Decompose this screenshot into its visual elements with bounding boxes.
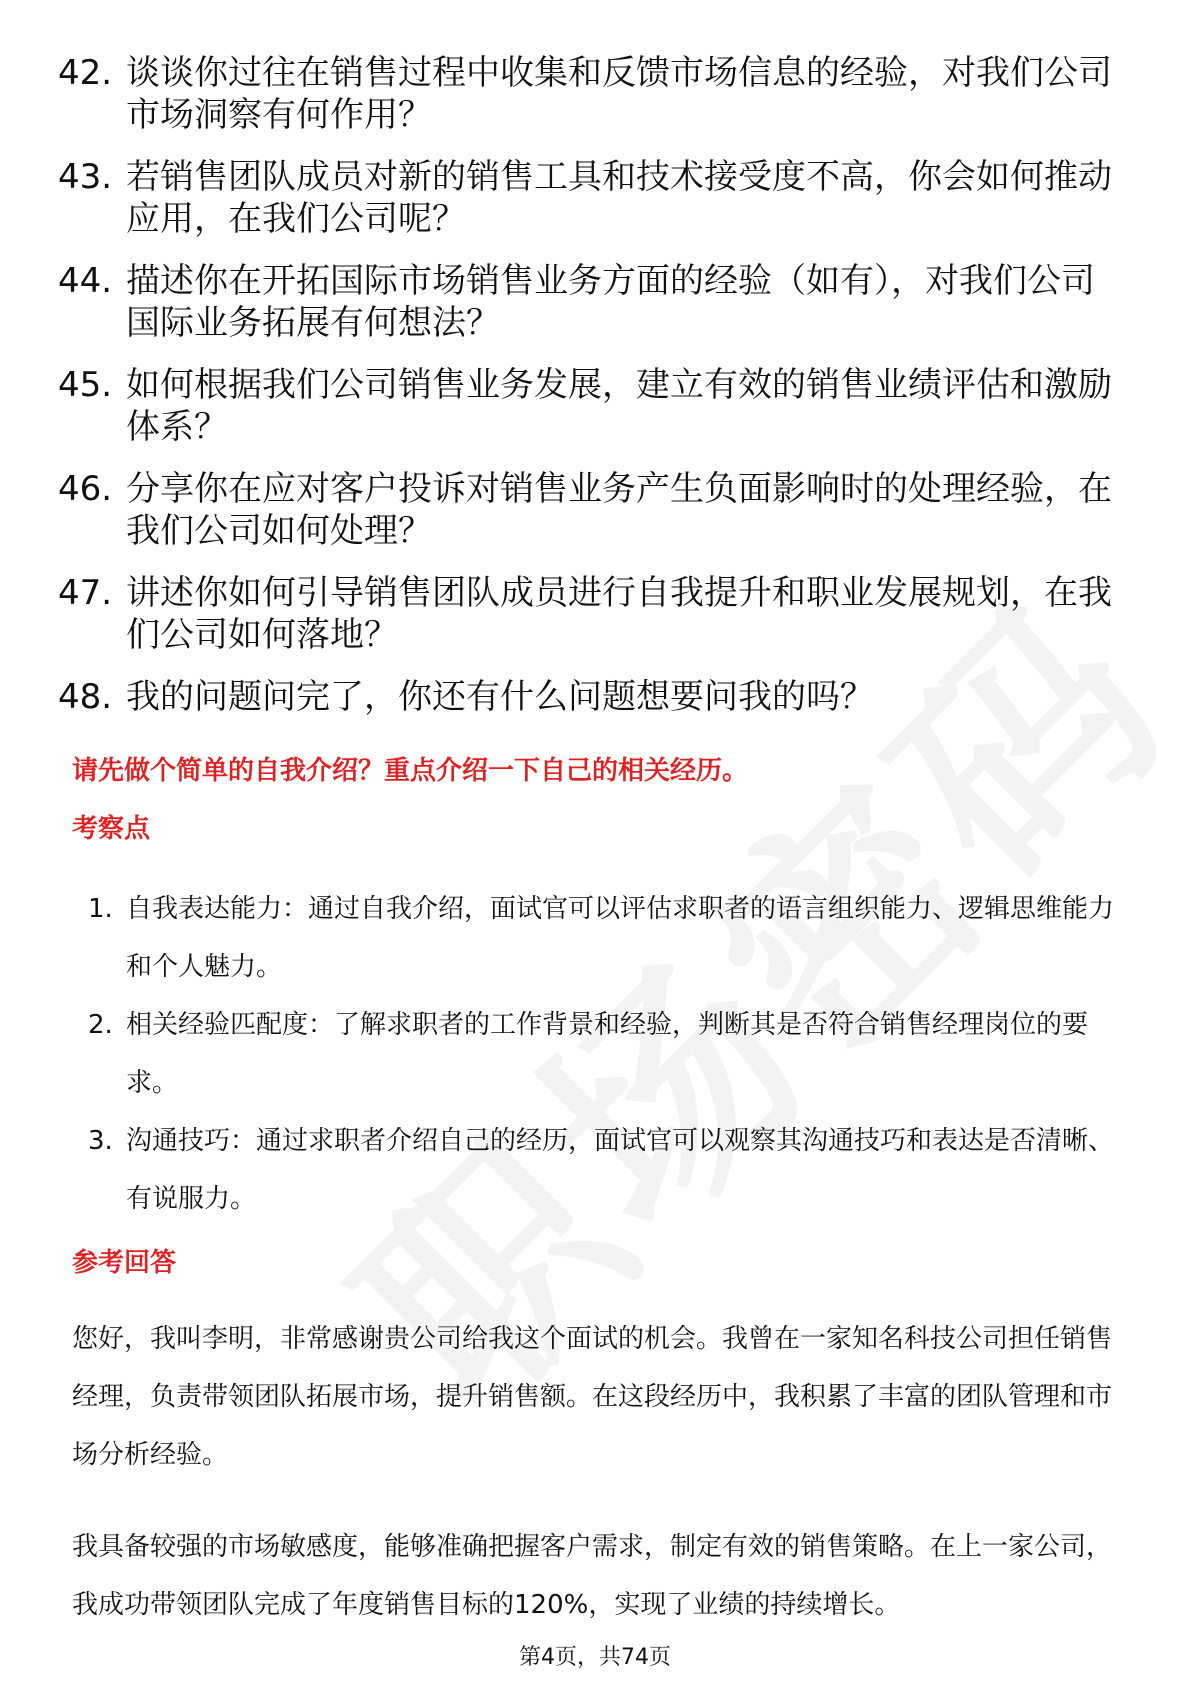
list-item xyxy=(58,572,1118,656)
answer-paragraph: 您好，我叫李明，非常感谢贵公司给我这个面试的机会。我曾在一家知名科技公司担任销售经理，负责带领团队拓展市场，提升销售额。在这段经历中，我积累了丰富的团队管理和市场分析经验。 xyxy=(72,1324,1113,1470)
list-item xyxy=(88,880,1118,996)
question-number: 46. xyxy=(58,469,113,509)
question-text: 讲述你如何引导销售团队成员进行自我提升和职业发展规划，在我们公司如何落地？ xyxy=(126,573,1112,655)
point-number: 3. xyxy=(88,1126,113,1156)
list-item xyxy=(88,996,1118,1112)
question-text: 描述你在开拓国际市场销售业务方面的经验（如有），对我们公司国际业务拓展有何想法？ xyxy=(126,261,1095,343)
question-number: 47. xyxy=(58,573,113,613)
question-number: 48. xyxy=(58,677,113,717)
points-heading: 考察点 xyxy=(72,814,151,844)
question-text: 分享你在应对客户投诉对销售业务产生负面影响时的处理经验，在我们公司如何处理？ xyxy=(126,469,1112,551)
point-number: 2. xyxy=(88,1010,113,1040)
point-number: 1. xyxy=(88,894,113,924)
page-number: 第4页，共74页 xyxy=(519,1645,671,1670)
question-number: 45. xyxy=(58,365,113,405)
question-text: 我的问题问完了，你还有什么问题想要问我的吗？ xyxy=(126,677,874,717)
question-text: 若销售团队成员对新的销售工具和技术接受度不高，你会如何推动应用，在我们公司呢？ xyxy=(126,157,1112,239)
list-item xyxy=(58,52,1118,136)
list-item xyxy=(88,1112,1118,1228)
question-text: 如何根据我们公司销售业务发展，建立有效的销售业绩评估和激励体系？ xyxy=(126,365,1112,447)
list-item xyxy=(58,364,1118,448)
section-question-title: 请先做个简单的自我介绍？重点介绍一下自己的相关经历。 xyxy=(72,756,749,786)
point-text: 沟通技巧：通过求职者介绍自己的经历，面试官可以观察其沟通技巧和表达是否清晰、有说服力。 xyxy=(126,1126,1115,1214)
point-text: 相关经验匹配度：了解求职者的工作背景和经验，判断其是否符合销售经理岗位的要求。 xyxy=(126,1010,1089,1098)
question-number: 44. xyxy=(58,261,113,301)
list-item xyxy=(58,676,1118,718)
question-number: 42. xyxy=(58,53,113,93)
answer-paragraph: 我具备较强的市场敏感度，能够准确把握客户需求，制定有效的销售策略。在上一家公司，我成功带领团队完成了年度销售目标的120%，实现了业绩的持续增长。 xyxy=(72,1532,1113,1620)
list-item xyxy=(58,468,1118,552)
assessment-points-list xyxy=(88,880,1118,1228)
point-text: 自我表达能力：通过自我介绍，面试官可以评估求职者的语言组织能力、逻辑思维能力和个人魅力。 xyxy=(126,894,1115,982)
answer-heading: 参考回答 xyxy=(72,1248,177,1278)
list-item xyxy=(58,260,1118,344)
question-list xyxy=(58,52,1118,738)
list-item xyxy=(58,156,1118,240)
question-text: 谈谈你过往在销售过程中收集和反馈市场信息的经验，对我们公司市场洞察有何作用？ xyxy=(126,53,1112,135)
question-number: 43. xyxy=(58,157,113,197)
